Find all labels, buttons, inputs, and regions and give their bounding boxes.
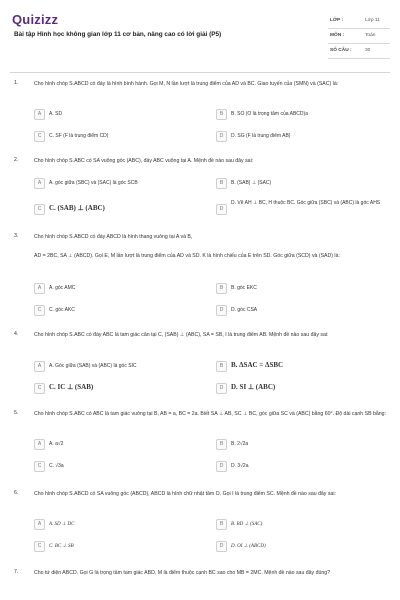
option-letter: A xyxy=(34,439,45,450)
question-text: Cho hình chóp S.ABC có SA vuông góc (ABC), đáy ABC vuông tại A. Mệnh đề nào sau đây sai: xyxy=(34,158,254,164)
option-text: D. góc CSA xyxy=(231,307,258,313)
question-number: 3. xyxy=(14,233,19,239)
option-letter: C xyxy=(34,461,45,472)
option-letter: A xyxy=(34,361,45,372)
option-text: D. OI ⊥ (ABCD) xyxy=(231,544,266,549)
option-letter: C xyxy=(34,131,45,142)
option-a[interactable] xyxy=(34,360,204,373)
option-text: B. SO (O là trọng tâm của ABCD)a xyxy=(231,111,308,117)
option-text: A. SD ⊥ DC xyxy=(49,522,75,527)
option-text: D. SG (F là trung điểm AB) xyxy=(231,133,291,139)
question-text: Cho hình chóp S.ABC có đáy ABC là tam giác cân tại C, (SAB) ⊥ (ABC), SA = SB, I là trung điểm AB. Mệnh đề nào sau đây sai: xyxy=(34,332,329,338)
option-text: C. (SAB) ⊥ (ABC) xyxy=(49,204,105,212)
question-number: 1. xyxy=(14,80,19,86)
document-title: Bài tập Hình học không gian lớp 11 cơ bản, nâng cao có lời giải (P5) xyxy=(14,31,222,38)
question-text: Cho hình chóp S.ABCD có đáy ABCD là hình thang vuông tại A và B, xyxy=(34,234,193,240)
option-text: C. BC ⊥ SB xyxy=(49,544,74,549)
option-text: B. góc EKC xyxy=(231,285,257,291)
meta-row-subject xyxy=(328,29,390,44)
option-text: C. góc AKC xyxy=(49,307,75,313)
option-d[interactable] xyxy=(216,200,386,218)
option-letter: B xyxy=(216,439,227,450)
question-number: 5. xyxy=(14,410,19,416)
option-letter: D xyxy=(216,461,227,472)
option-text: B. (SAB) ⊥ (SAC) xyxy=(231,180,272,186)
option-text: B. 2√2a xyxy=(231,441,249,447)
option-text: A. góc giữa (SBC) và (SAC) là góc SCB xyxy=(49,180,138,186)
option-letter: B xyxy=(216,283,227,294)
option-letter: C xyxy=(34,383,45,394)
meta-value: Lớp 11 xyxy=(365,18,380,23)
meta-key: SỐ CÂU : xyxy=(330,48,352,53)
option-letter: D xyxy=(216,131,227,142)
option-letter: B xyxy=(216,361,227,372)
option-b[interactable] xyxy=(216,108,386,121)
document-header xyxy=(0,0,400,72)
option-b[interactable] xyxy=(216,177,386,190)
question-number: 6. xyxy=(14,490,19,496)
option-d[interactable] xyxy=(216,540,386,553)
option-b[interactable] xyxy=(216,360,386,373)
option-letter: D xyxy=(216,305,227,316)
option-letter: C xyxy=(34,541,45,552)
meta-value: 30 xyxy=(365,48,371,53)
question-number: 2. xyxy=(14,157,19,163)
option-letter: C xyxy=(34,204,45,215)
meta-value: Toán xyxy=(365,33,376,38)
option-a[interactable] xyxy=(34,177,204,190)
option-a[interactable] xyxy=(34,108,204,121)
option-c[interactable] xyxy=(34,304,204,317)
meta-key: LỚP : xyxy=(330,18,344,23)
question-text-continued: AD = 2BC, SA ⊥ (ABCD). Gọi E, M lần lượt là trung điểm của AD và SD. K là hình chiếu của E trên SD. Góc giữa (SCD) và (SAD) là: xyxy=(34,253,340,259)
option-letter: A xyxy=(34,519,45,530)
option-text: C. SF (F là trung điểm CD) xyxy=(49,133,109,139)
option-text: A. góc AMC xyxy=(49,285,76,291)
option-text: C. √3a xyxy=(49,463,64,469)
option-c[interactable] xyxy=(34,540,204,553)
option-text: A. Góc giữa (SAB) và (ABC) là góc SIC xyxy=(49,363,137,369)
option-letter: B xyxy=(216,178,227,189)
option-c[interactable] xyxy=(34,382,204,395)
question-text: Cho tứ diện ABCD. Gọi G là trọng tâm tam giác ABD, M là điểm thuộc cạnh BC sao cho MB = 2MC. Mệnh đề nào sau đây đúng? xyxy=(34,570,330,576)
option-d[interactable] xyxy=(216,382,386,395)
option-text: B. BD ⊥ (SAC) xyxy=(231,522,263,527)
option-a[interactable] xyxy=(34,438,204,451)
header-divider xyxy=(10,72,390,73)
option-text: D. Vẽ AH ⊥ BC, H thuộc BC. Góc giữa (SBC) và (ABC) là góc AHS xyxy=(231,200,381,206)
option-letter: B xyxy=(216,109,227,120)
option-b[interactable] xyxy=(216,518,386,531)
meta-table xyxy=(328,14,390,59)
option-text: D. 3√2a xyxy=(231,463,249,469)
option-c[interactable] xyxy=(34,203,204,216)
option-letter: D xyxy=(216,383,227,394)
option-d[interactable] xyxy=(216,304,386,317)
question-text: Cho hình chóp S.ABCD có đáy là hình bình hành. Gọi M, N lần lượt là trung điểm của AD và BC. Giao tuyến của (SMN) và (SAC) là: xyxy=(34,81,339,87)
option-d[interactable] xyxy=(216,130,386,143)
option-letter: C xyxy=(34,305,45,316)
option-text: C. IC ⊥ (SAB) xyxy=(49,383,94,391)
option-b[interactable] xyxy=(216,282,386,295)
option-a[interactable] xyxy=(34,518,204,531)
option-text: B. ΔSAC = ΔSBC xyxy=(231,361,284,369)
meta-row-count xyxy=(328,44,390,59)
question-text: Cho hình chóp S.ABCD có SA vuông góc (ABCD), ABCD là hình chữ nhật tâm O. Gọi I là trung điểm SC. Mệnh đề nào sau đây sai: xyxy=(34,491,336,497)
option-letter: A xyxy=(34,283,45,294)
question-number: 7. xyxy=(14,569,19,575)
option-text: D. SI ⊥ (ABC) xyxy=(231,383,276,391)
option-letter: A xyxy=(34,109,45,120)
option-letter: D xyxy=(216,204,227,215)
option-d[interactable] xyxy=(216,460,386,473)
option-text: A. a√2 xyxy=(49,441,64,447)
option-letter: D xyxy=(216,541,227,552)
option-text: A. SD xyxy=(49,111,63,117)
option-c[interactable] xyxy=(34,130,204,143)
option-b[interactable] xyxy=(216,438,386,451)
option-letter: A xyxy=(34,178,45,189)
quizizz-logo: Quizizz xyxy=(12,12,59,27)
option-a[interactable] xyxy=(34,282,204,295)
question-text: Cho hình chóp S.ABC có ABC là tam giác vuông tại B, AB = a, BC = 2a. Biết SA ⊥ AB, SC ⊥ BC, góc giữa SC và (ABC) bằng 60°. Độ dài cạnh SB bằng: xyxy=(34,411,386,417)
option-c[interactable] xyxy=(34,460,204,473)
meta-row-class xyxy=(328,14,390,29)
option-letter: B xyxy=(216,519,227,530)
meta-key: MÔN : xyxy=(330,33,345,38)
question-number: 4. xyxy=(14,331,19,337)
